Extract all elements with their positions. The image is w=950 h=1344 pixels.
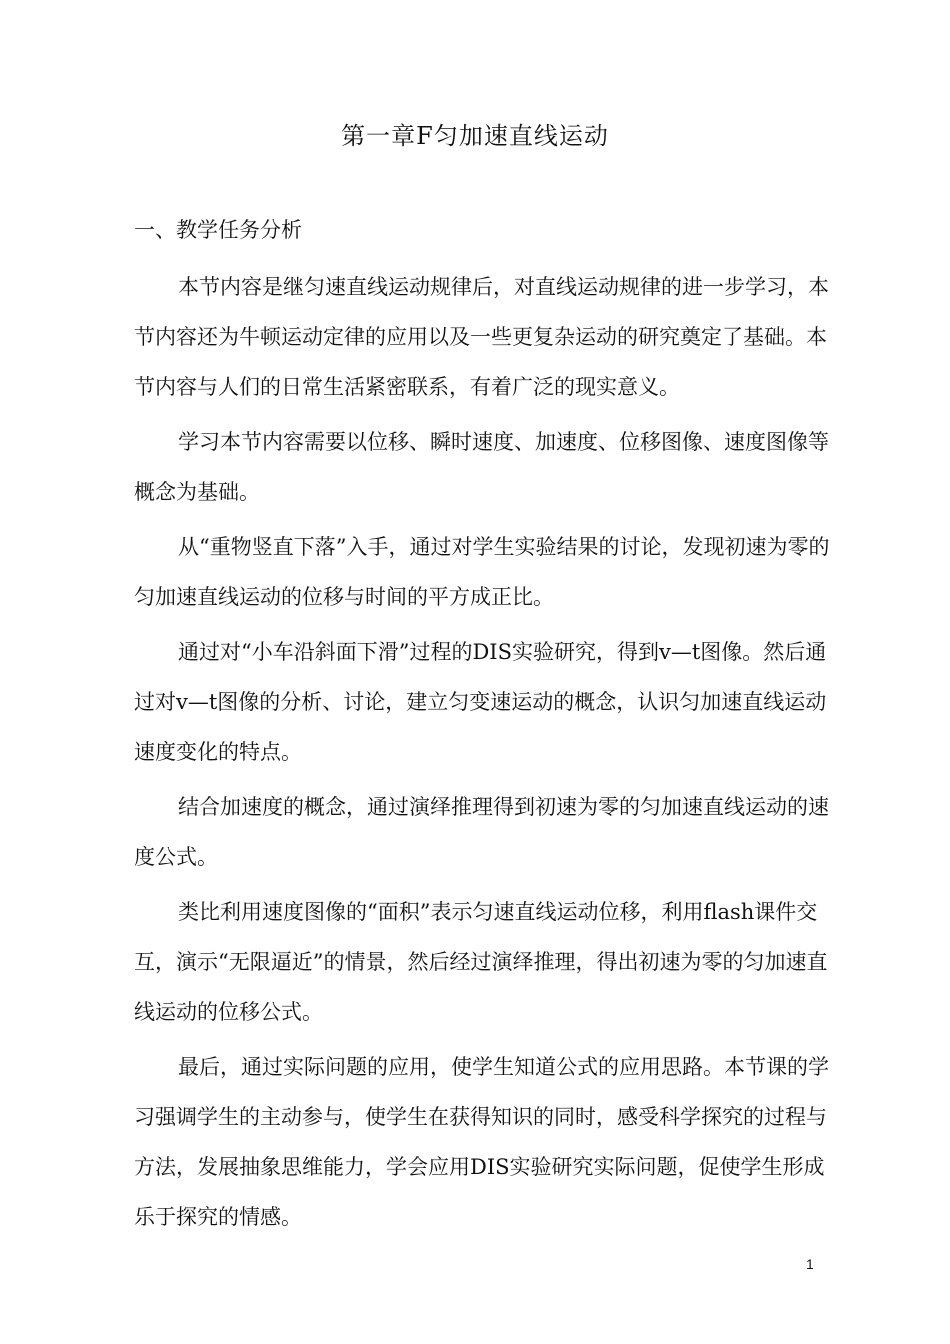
paragraph-4: 通过对“小车沿斜面下滑”过程的DIS实验研究，得到v—t图像。然后通过对v—t图像的分析、讨论，建立匀变速运动的概念，认识匀加速直线运动速度变化的特点。 [134,640,827,764]
paragraph-1: 本节内容是继匀速直线运动规律后，对直线运动规律的进一步学习，本节内容还为牛顿运动定律的应用以及一些更复杂运动的研究奠定了基础。本节内容与人们的日常生活紧密联系，有着广泛的现实意义。 [134,275,829,399]
section-heading: 一、教学任务分析 [134,218,302,242]
paragraph-5: 结合加速度的概念，通过演绎推理得到初速为零的匀加速直线运动的速度公式。 [134,795,829,869]
paragraph-2: 学习本节内容需要以位移、瞬时速度、加速度、位移图像、速度图像等概念为基础。 [134,430,829,504]
page-number: 1 [806,1256,814,1272]
page-title: 第一章F匀加速直线运动 [341,122,609,150]
paragraph-7: 最后，通过实际问题的应用，使学生知道公式的应用思路。本节课的学习强调学生的主动参与，使学生在获得知识的同时，感受科学探究的过程与方法，发展抽象思维能力，学会应用DIS实验研究实际问题，促使学生形成乐于探究的情感。 [134,1055,829,1229]
paragraph-3: 从“重物竖直下落”入手，通过对学生实验结果的讨论，发现初速为零的匀加速直线运动的位移与时间的平方成正比。 [134,535,830,609]
paragraph-6: 类比利用速度图像的“面积”表示匀速直线运动位移，利用flash课件交互，演示“无限逼近”的情景，然后经过演绎推理，得出初速为零的匀加速直线运动的位移公式。 [134,900,828,1024]
body-text [134,262,834,1242]
